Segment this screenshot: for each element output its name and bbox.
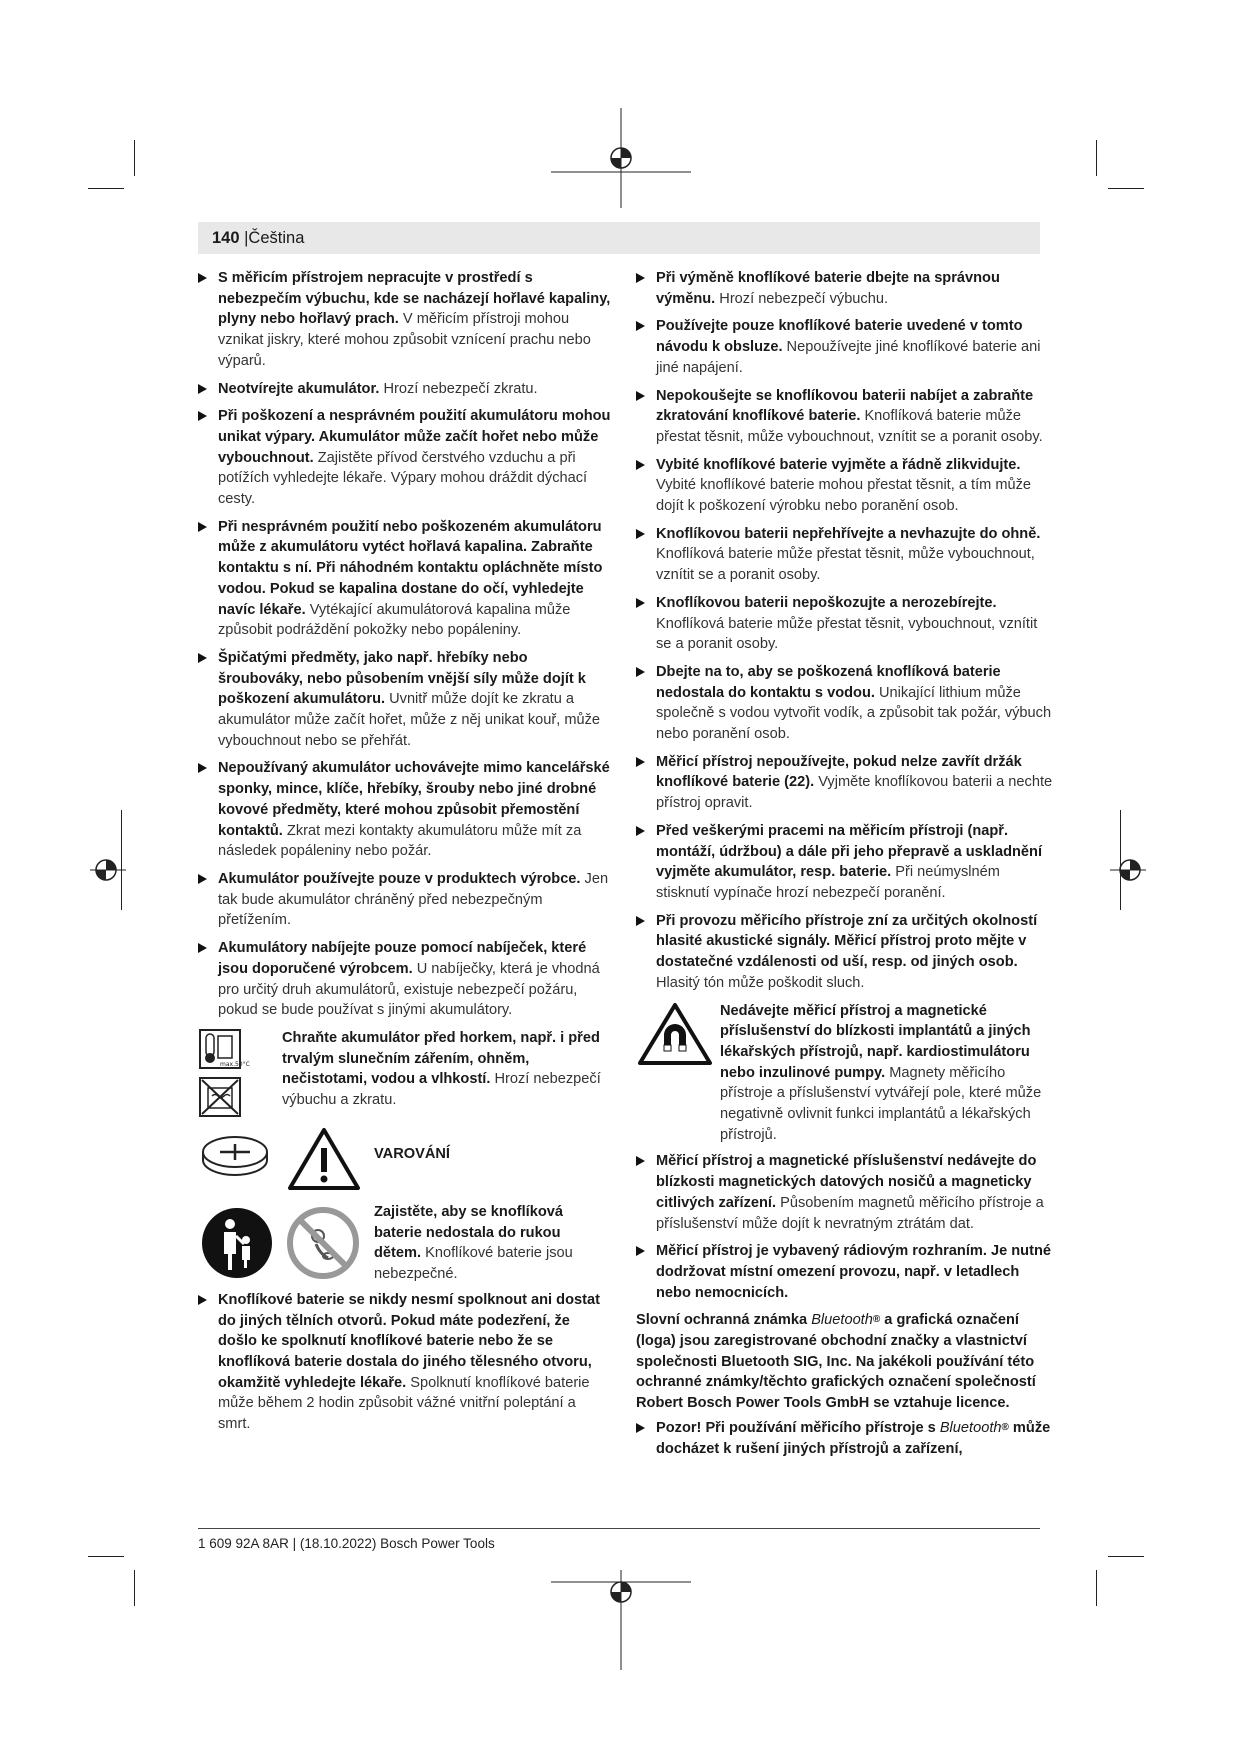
item-text: Působením magnetů měřicího přístroje a příslušenství může dojít k nevratným ztrátám dat.	[656, 1194, 1044, 1232]
item-text: V měřicím přístroji mohou vznikat jiskry, které mohou způsobit vznícení prachu nebo výparů.	[218, 311, 591, 369]
item-bold-text: Při provozu měřicího přístroje zní za určitých okolností hlasité akustické signály. Měřicí přístroj proto mějte v dostatečné vzdálenosti od uší, resp. od jiných osob.	[656, 912, 1038, 971]
coin-battery-icon	[200, 1132, 270, 1178]
safety-item	[636, 268, 1056, 309]
item-bold-text: Neotvírejte akumulátor.	[218, 380, 380, 397]
trademark-text: a grafická označení (loga) jsou zaregistrované obchodní značky a vlastnictví společnosti Bluetooth SIG, Inc. Na jakékoli používání této ochranné známky/těchto grafických označení společností Robert Bosch Power Tools GmbH se vztahuje licence.	[636, 1312, 1036, 1412]
crop-mark	[88, 188, 124, 189]
item-text: Zkrat mezi kontakty akumulátoru může mít za následek popáleniny nebo požár.	[218, 822, 582, 860]
bullet-triangle-icon	[198, 411, 207, 421]
item-text: Magnety měřicího přístroje a příslušenství vytvářejí pole, které může negativně ovlivnit funkci implantátů a lékařských přístrojů.	[720, 1064, 1042, 1143]
header-separator: |	[244, 229, 249, 247]
crop-mark	[1108, 188, 1144, 189]
safety-item	[198, 1290, 612, 1435]
warning-triangle-icon	[286, 1126, 362, 1192]
safety-item	[636, 752, 1056, 814]
item-bold-text: Knoflíkové baterie se nikdy nesmí spolknout ani dostat do jiných tělních otvorů. Pokud máte podezření, že došlo ke spolknutí knoflíkové baterie nebo že se knoflíková baterie dostala do jiného tělesného otvoru, okamžitě vyhledejte lékaře.	[218, 1291, 600, 1391]
bullet-triangle-icon	[198, 384, 207, 394]
bullet-triangle-icon	[636, 916, 645, 926]
item-bold-text: S měřicím přístrojem nepracujte v prostředí s nebezpečím výbuchu, kde se nacházejí hořlavé kapaliny, plyny nebo hořlavý prach.	[218, 270, 611, 328]
item-bold-text: Nedávejte měřicí přístroj a magnetické příslušenství do blízkosti implantátů a jiných lékařských přístrojů, např. kardiostimulátoru nebo inzulinové pumpy.	[720, 1002, 1031, 1081]
registered-mark: ®	[872, 1314, 881, 1326]
safety-item	[636, 911, 1056, 994]
item-bold-text: Při výměně knoflíkové baterie dbejte na správnou výměnu.	[656, 270, 1000, 307]
safety-item	[636, 316, 1056, 378]
bullet-triangle-icon	[636, 391, 645, 401]
item-bold-text: Zajistěte, aby se knoflíková baterie nedostala do rukou dětem.	[374, 1203, 563, 1262]
crop-mark	[88, 1556, 124, 1557]
item-bold-text: Dbejte na to, aby se poškozená knoflíková baterie nedostala do kontaktu s vodou.	[656, 663, 1001, 701]
item-bold-text: Akumulátor používejte pouze v produktech výrobce.	[218, 870, 581, 887]
right-column	[636, 268, 1056, 1466]
item-bold-text: může docházet k rušení jiných přístrojů a zařízení,	[656, 1419, 1051, 1457]
item-text: Knoflíková baterie může přestat těsnit, může vybouchnout, vznítit se a poranit osoby.	[656, 546, 1035, 584]
registration-mark-icon	[90, 820, 126, 920]
item-bold-text: Knoflíkovou baterii nepřehřívejte a nevhazujte do ohně.	[656, 525, 1041, 542]
registration-mark-icon	[551, 1570, 691, 1670]
crop-mark	[134, 140, 135, 176]
keep-away-children-icon	[200, 1206, 274, 1280]
safety-item	[636, 1241, 1056, 1303]
page-number: 140	[212, 229, 240, 247]
item-text: Knoflíková baterie může přestat těsnit, vybouchnout, vznítit se a poranit osoby.	[656, 615, 1038, 653]
left-column	[198, 268, 612, 1442]
safety-item	[636, 662, 1056, 745]
item-text: Nepoužívejte jiné knoflíkové baterie ani jiné napájení.	[656, 339, 1041, 376]
item-bold-text: Používejte pouze knoflíkové baterie uvedené v tomto návodu k obsluze.	[656, 318, 1023, 356]
registration-mark-icon	[551, 108, 691, 208]
safety-item	[198, 268, 612, 372]
magnet-warning-block	[636, 1001, 1056, 1146]
bullet-triangle-icon	[636, 460, 645, 470]
item-text: Hlasitý tón může poškodit sluch.	[656, 974, 865, 991]
item-text: U nabíječky, která je vhodná pro určitý druh akumulátorů, existuje nebezpečí požáru, pokud se bude používat s jinými akumulátory.	[218, 960, 600, 1019]
no-swallowing-icon	[286, 1206, 360, 1280]
item-bold-text: Měřicí přístroj nepoužívejte, pokud nelze zavřít držák knoflíkové baterie (22).	[656, 753, 1022, 791]
bullet-triangle-icon	[198, 943, 207, 953]
item-bold-text: Chraňte akumulátor před horkem, např. i před trvalým slunečním zářením, ohněm, nečistotami, vodou a vlhkostí.	[282, 1029, 600, 1088]
item-text: Hrozí nebezpečí výbuchu a zkratu.	[282, 1071, 601, 1109]
item-text: Hrozí nebezpečí výbuchu.	[715, 290, 889, 307]
bullet-triangle-icon	[636, 757, 645, 767]
bullet-triangle-icon	[636, 598, 645, 608]
bullet-triangle-icon	[198, 273, 207, 283]
safety-item	[198, 758, 612, 862]
registered-mark: ®	[1001, 1421, 1009, 1433]
safety-item	[636, 1151, 1056, 1234]
bullet-triangle-icon	[198, 1295, 207, 1305]
bluetooth-brand: Bluetooth	[811, 1312, 873, 1329]
bullet-triangle-icon	[636, 826, 645, 836]
item-text: Knoflíková baterie může přestat těsnit, může vybouchnout, vznítit se a poranit osoby.	[656, 408, 1043, 445]
bullet-triangle-icon	[198, 522, 207, 532]
crop-mark	[1096, 140, 1097, 176]
heat-warning-block	[198, 1028, 612, 1118]
item-bold-text: Před veškerými pracemi na měřicím přístroji (např. montáží, údržbou) a dále při jeho přepravě a uskladnění vyjměte akumulátor, resp. baterie.	[656, 822, 1043, 881]
bluetooth-brand: Bluetooth	[939, 1419, 1002, 1436]
heat-icons	[198, 1028, 282, 1118]
trademark-text: Slovní ochranná známka	[636, 1312, 812, 1329]
bullet-triangle-icon	[636, 1246, 645, 1256]
safety-item	[636, 524, 1056, 586]
safety-item	[636, 386, 1056, 448]
bullet-triangle-icon	[198, 653, 207, 663]
item-text: Unikající lithium může společně s vodou vytvořit vodík, a způsobit tak požár, výbuch nebo poranění osob.	[656, 684, 1052, 743]
bullet-triangle-icon	[636, 321, 645, 331]
children-warning-text	[374, 1202, 604, 1285]
warning-title: VAROVÁNÍ	[374, 1145, 450, 1162]
item-text: Vyjměte knoflíkovou baterii a nechte přístroj opravit.	[656, 774, 1053, 812]
item-bold-text: Nepoužívaný akumulátor uchovávejte mimo kancelářské sponky, mince, klíče, hřebíky, šrouby nebo jiné drobné kovové předměty, které mohou způsobit přemostění kontaktů.	[218, 760, 610, 839]
item-text: Uvnitř může dojít ke zkratu a akumulátor může začít hořet, může z něj unikat kouř, může vybouchnout nebo se přehřát.	[218, 691, 601, 749]
registration-mark-icon	[1110, 820, 1146, 920]
item-text: Při neúmyslném stisknutí vypínače hrozí nebezpečí poranění.	[656, 864, 1000, 901]
bullet-triangle-icon	[636, 667, 645, 677]
item-bold-text: Při nesprávném použití nebo poškozeném akumulátoru může z akumulátoru vytéct hořlavá kapalina. Zabraňte kontaktu s ní. Při náhodném kontaktu opláchněte místo vodou. Pokud se kapalina dostane do očí, vyhledejte navíc lékaře.	[218, 518, 603, 618]
heat-warning-text	[282, 1028, 612, 1118]
item-text: Spolknutí knoflíkové baterie může během 2 hodin způsobit vážné vnitřní poleptání a smrt.	[218, 1374, 590, 1433]
item-bold-text: Měřicí přístroj a magnetické příslušenství nedávejte do blízkosti magnetických datových nosičů a magneticky citlivých zařízení.	[656, 1153, 1037, 1211]
safety-item	[198, 379, 612, 400]
safety-item	[198, 517, 612, 641]
bullet-triangle-icon	[198, 874, 207, 884]
header-bar	[198, 222, 1040, 254]
safety-item	[198, 869, 612, 931]
bullet-triangle-icon	[636, 1423, 645, 1433]
item-text: Knoflíkové baterie jsou nebezpečné.	[374, 1245, 573, 1283]
item-text: Vybité knoflíkové baterie mohou přestat těsnit, a tím může dojít k poškození výrobku nebo poranění osob.	[656, 477, 1032, 515]
item-bold-text: Při poškození a nesprávném použití akumulátoru mohou unikat výpary. Akumulátor může začít hořet nebo může vybouchnout.	[218, 408, 611, 466]
safety-item	[198, 406, 612, 510]
footer-text: 1 609 92A 8AR | (18.10.2022) Bosch Power Tools	[198, 1536, 495, 1551]
item-bold-text: Špičatými předměty, jako např. hřebíky nebo šroubováky, nebo působením vnější síly může dojít k poškození akumulátoru.	[218, 649, 586, 708]
item-bold-text: Knoflíkovou baterii nepoškozujte a nerozebírejte.	[656, 594, 997, 611]
bluetooth-trademark-paragraph	[636, 1310, 1056, 1414]
item-text: Hrozí nebezpečí zkratu.	[379, 380, 538, 397]
bullet-triangle-icon	[636, 1156, 645, 1166]
children-warning-block	[198, 1202, 612, 1290]
item-bold-text: Akumulátory nabíjejte pouze pomocí nabíječek, které jsou doporučené výrobcem.	[218, 940, 587, 977]
safety-item	[636, 1418, 1056, 1459]
item-bold-text: Nepokoušejte se knoflíkovou baterii nabíjet a zabraňte zkratování knoflíkové baterie.	[656, 387, 1034, 425]
crop-mark	[134, 1570, 135, 1606]
no-water-icon	[198, 1076, 242, 1118]
bullet-triangle-icon	[636, 529, 645, 539]
item-bold-text: Vybité knoflíkové baterie vyjměte a řádně zlikvidujte.	[656, 456, 1021, 473]
item-bold-text: Měřicí přístroj je vybavený rádiovým rozhraním. Je nutné dodržovat místní omezení provozu, např. v letadlech nebo nemocnicích.	[656, 1243, 1051, 1301]
crop-mark	[1096, 1570, 1097, 1606]
item-text: Jen tak bude akumulátor chráněný před nebezpečným přetížením.	[218, 870, 609, 929]
max-temperature-label: max.50°C	[220, 1060, 250, 1068]
magnet-warning-icon	[636, 1001, 714, 1067]
safety-item	[198, 938, 612, 1021]
coin-battery-warning-block	[198, 1124, 612, 1202]
crop-mark	[1108, 1556, 1144, 1557]
item-bold-text: Pozor! Při používání měřicího přístroje s	[656, 1419, 940, 1436]
page-header	[212, 229, 304, 248]
bullet-triangle-icon	[198, 763, 207, 773]
item-text: Vytékající akumulátorová kapalina může způsobit podráždění pokožky nebo popáleniny.	[218, 601, 571, 639]
magnet-warning-text	[720, 1001, 1056, 1146]
bullet-triangle-icon	[636, 273, 645, 283]
safety-item	[198, 648, 612, 752]
header-language: Čeština	[248, 229, 305, 247]
max-temperature-icon	[198, 1028, 250, 1070]
safety-item	[636, 593, 1056, 655]
footer-rule	[198, 1528, 1040, 1529]
safety-item	[636, 455, 1056, 517]
safety-item	[636, 821, 1056, 904]
item-text: Zajistěte přívod čerstvého vzduchu a při potížích vyhledejte lékaře. Výpary mohou dráždit dýchací cesty.	[218, 449, 588, 508]
